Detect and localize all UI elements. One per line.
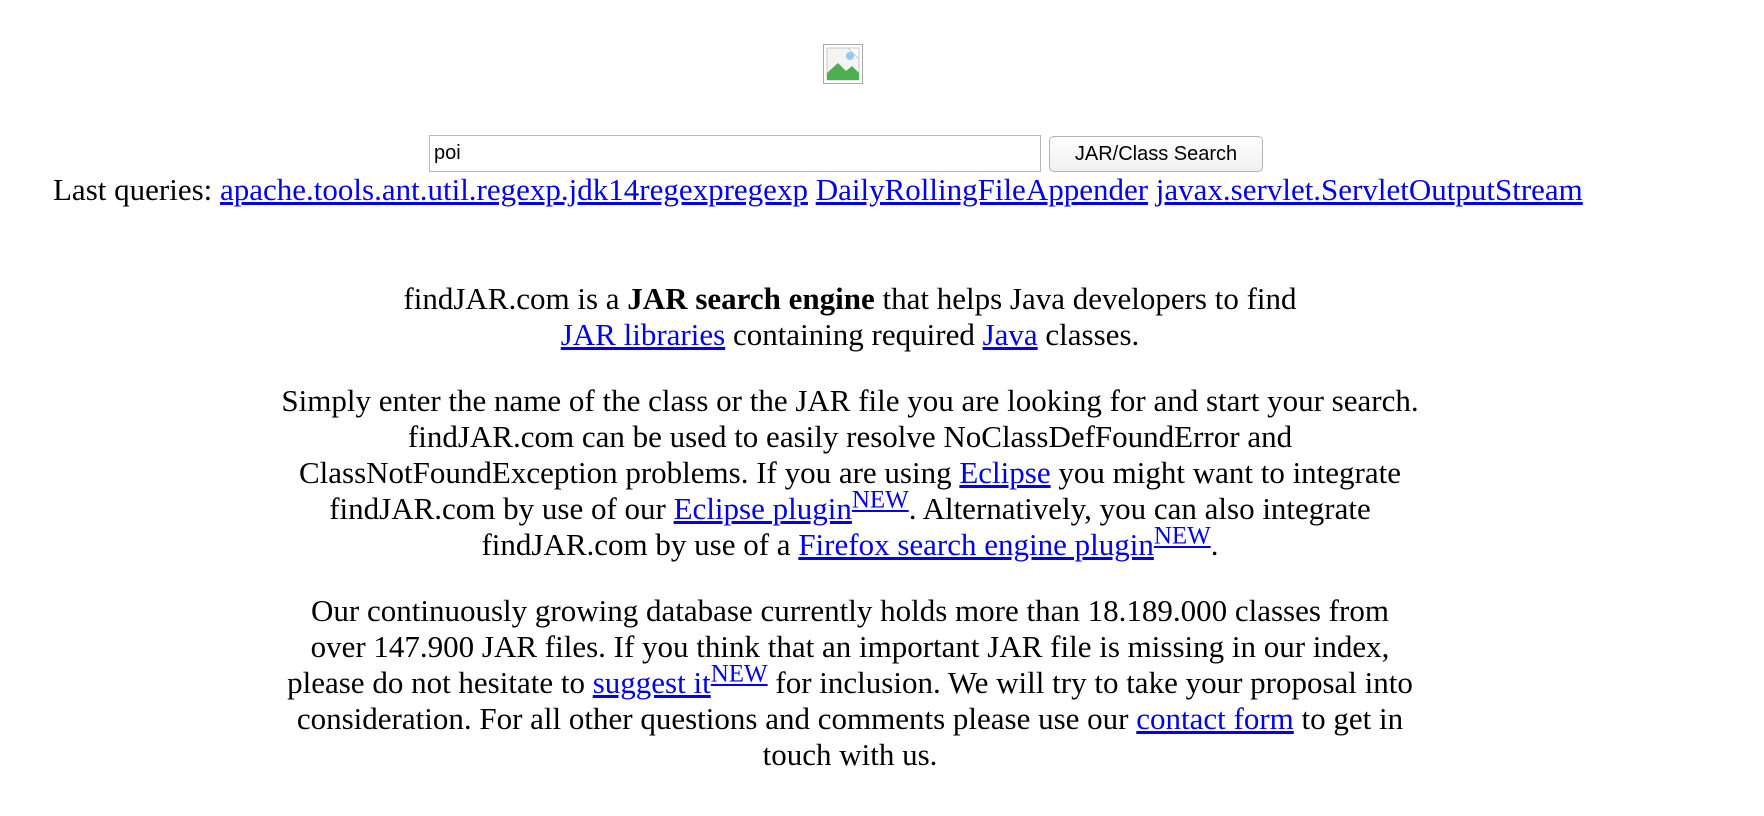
- search-input[interactable]: [429, 135, 1041, 172]
- java-link[interactable]: Java: [982, 317, 1038, 352]
- new-badge[interactable]: NEW: [710, 660, 768, 688]
- last-query-link[interactable]: DailyRollingFileAppender: [815, 172, 1149, 207]
- last-queries-label: Last queries:: [53, 172, 213, 207]
- text: .: [1210, 527, 1219, 562]
- firefox-plugin-link[interactable]: Firefox search engine plugin: [798, 527, 1154, 562]
- intro-text: [280, 281, 1420, 803]
- eclipse-plugin-link[interactable]: Eclipse plugin: [673, 491, 852, 526]
- new-badge[interactable]: NEW: [1153, 522, 1211, 550]
- text: . Alternatively, you can also integrate findJAR.com by use of a: [481, 491, 1371, 562]
- bold-text: JAR search engine: [627, 281, 875, 316]
- last-queries: [53, 170, 1583, 210]
- text: you might want to integrate findJAR.com by use of our: [329, 455, 1402, 526]
- text: that helps Java developers to find: [874, 281, 1297, 316]
- text: classes.: [1037, 317, 1140, 352]
- last-query-link[interactable]: apache.tools.ant.util.regexp.jdk14regexpregexp: [220, 172, 808, 207]
- logo-image: [823, 44, 863, 84]
- text: containing required: [725, 317, 983, 352]
- text: to get in touch with us.: [762, 701, 1404, 772]
- jar-libraries-link[interactable]: JAR libraries: [560, 317, 726, 352]
- search-button[interactable]: JAR/Class Search: [1049, 136, 1263, 172]
- last-query-link[interactable]: javax.servlet.ServletOutputStream: [1155, 172, 1583, 207]
- contact-form-link[interactable]: contact form: [1136, 701, 1294, 736]
- suggest-link[interactable]: suggest it: [592, 665, 711, 700]
- intro-paragraph: [280, 281, 1420, 353]
- text: findJAR.com is a: [403, 281, 628, 316]
- broken-image-icon: [824, 45, 862, 83]
- text: Simply enter the name of the class or the JAR file you are looking for and start your search. findJAR.com can be used to easily resolve NoClassDefFoundError and ClassNotFoundException problems. If you are using: [281, 383, 1419, 490]
- text: for inclusion. We will try to take your proposal into consideration. For all other questions and comments please use our: [296, 665, 1413, 736]
- usage-paragraph: [280, 383, 1420, 563]
- database-paragraph: [280, 593, 1420, 773]
- text: Our continuously growing database currently holds more than 18.189.000 classes from over 147.900 JAR files. If you think that an important JAR file is missing in our index, please do not hesitate to: [287, 593, 1390, 700]
- eclipse-link[interactable]: Eclipse: [959, 455, 1051, 490]
- new-badge[interactable]: NEW: [851, 486, 909, 514]
